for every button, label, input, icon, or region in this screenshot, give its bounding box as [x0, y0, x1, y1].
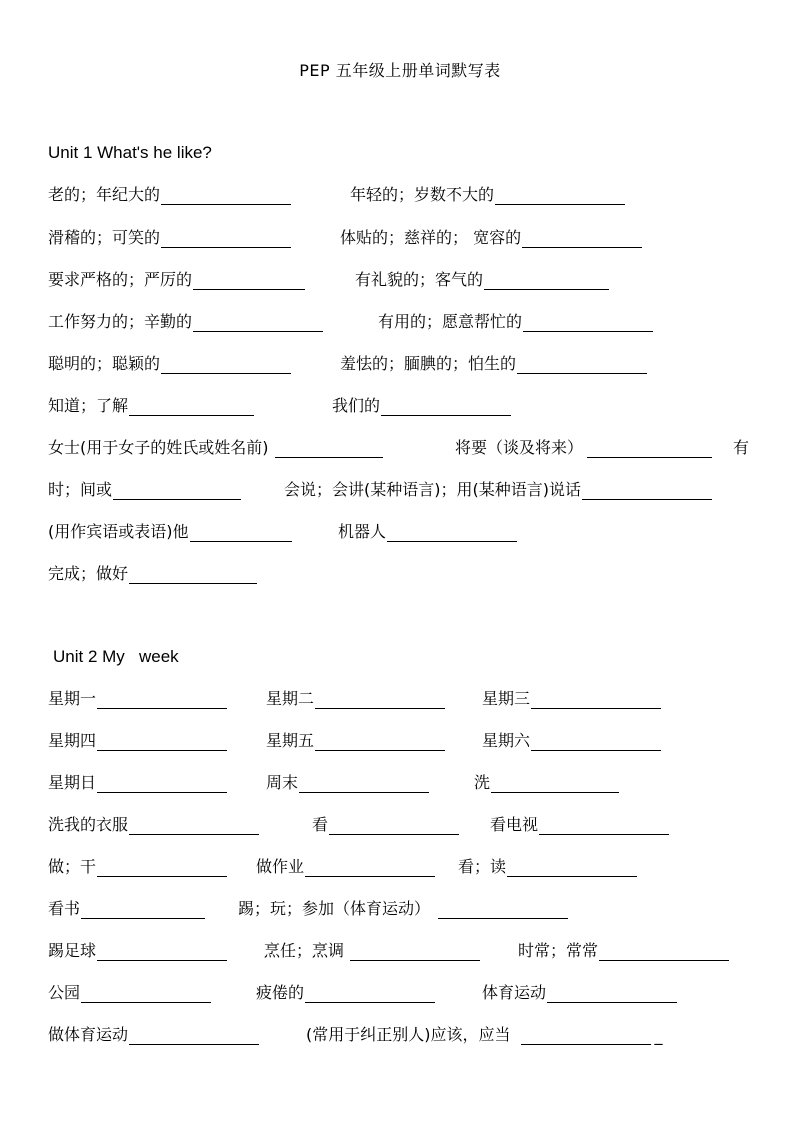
prompt-label: 看电视 [490, 815, 539, 834]
worksheet-row [0, 351, 800, 381]
vocab-item-read-books [48, 896, 205, 919]
worksheet-row [0, 728, 800, 758]
vocab-item-wash-clothes [48, 812, 259, 835]
worksheet-row [0, 435, 800, 465]
vocab-item-saturday [482, 728, 661, 751]
vocab-item-should [306, 1022, 663, 1045]
prompt-label: 聪明的；聪颖的 [48, 354, 161, 373]
vocab-item-speak [284, 477, 712, 500]
vocab-item-polite [355, 267, 609, 290]
worksheet-row [0, 519, 800, 549]
prompt-label: 有用的；愿意帮忙的 [378, 312, 523, 331]
answer-blank[interactable] [387, 523, 517, 542]
vocab-item-friday [266, 728, 445, 751]
vocab-item-our [332, 393, 511, 416]
vocab-item-cook [264, 938, 480, 961]
answer-blank[interactable] [190, 523, 292, 542]
vocab-item-play [238, 896, 568, 919]
vocab-item-finish [48, 561, 257, 584]
prompt-label: 星期四 [48, 731, 97, 750]
prompt-label: 有 [733, 438, 750, 457]
prompt-label: 体贴的；慈祥的； 宽容的 [340, 228, 522, 247]
prompt-label: (常用于纠正别人)应该，应当 [306, 1025, 511, 1044]
prompt-label: 踢；玩；参加（体育运动） [238, 899, 431, 918]
unit1-heading: Unit 1 What's he like? [48, 143, 212, 162]
vocab-item-clever [48, 351, 291, 374]
worksheet-row [0, 393, 800, 423]
prompt-label: 看书 [48, 899, 81, 918]
prompt-label: 星期六 [482, 731, 531, 750]
prompt-label: 时；间或 [48, 480, 113, 499]
answer-blank[interactable] [129, 816, 259, 835]
prompt-label: 星期五 [266, 731, 315, 750]
vocab-item-sometimes [48, 477, 241, 500]
answer-blank[interactable] [587, 439, 712, 458]
worksheet-row [0, 182, 800, 212]
prompt-label: 踢足球 [48, 941, 97, 960]
worksheet-row [0, 686, 800, 716]
prompt-label: 看 [312, 815, 329, 834]
page-title: PEP 五年级上册单词默写表 [299, 61, 501, 80]
answer-blank[interactable] [381, 397, 511, 416]
answer-blank[interactable] [582, 481, 712, 500]
vocab-item-ms [48, 435, 383, 458]
prompt-label: 星期三 [482, 689, 531, 708]
answer-blank[interactable] [491, 774, 619, 793]
prompt-label: 体育运动 [482, 983, 547, 1002]
prompt-label: 星期二 [266, 689, 315, 708]
answer-blank[interactable] [299, 774, 429, 793]
worksheet-row [0, 980, 800, 1010]
prompt-label: 做作业 [256, 857, 305, 876]
vocab-item-robot [338, 519, 517, 542]
answer-blank[interactable] [81, 984, 211, 1003]
vocab-item-him [48, 519, 292, 542]
vocab-item-often [518, 938, 729, 961]
vocab-item-thursday [48, 728, 227, 751]
prompt-label: 做；干 [48, 857, 97, 876]
worksheet-row [0, 561, 800, 591]
vocab-item-tired [256, 980, 435, 1003]
answer-blank[interactable] [484, 271, 609, 290]
vocab-item-strict [48, 267, 305, 290]
answer-blank[interactable] [97, 732, 227, 751]
prompt-label: 老的；年纪大的 [48, 185, 161, 204]
vocab-item-watch-tv [490, 812, 669, 835]
answer-blank[interactable] [523, 313, 653, 332]
answer-blank[interactable] [438, 900, 568, 919]
answer-blank[interactable] [161, 355, 291, 374]
vocab-item-weekend [266, 770, 429, 793]
answer-blank[interactable] [113, 481, 241, 500]
vocab-item-park [48, 980, 211, 1003]
worksheet-row [0, 267, 800, 297]
vocab-item-old [48, 182, 291, 205]
prompt-label: 看；读 [458, 857, 507, 876]
vocab-item-wash [474, 770, 619, 793]
vocab-item-do-sports [48, 1022, 259, 1045]
answer-blank[interactable] [305, 858, 435, 877]
worksheet-row [0, 1022, 800, 1052]
unit2-heading: Unit 2 My week [53, 647, 179, 666]
answer-blank[interactable] [531, 690, 661, 709]
worksheet-row [0, 770, 800, 800]
answer-blank[interactable] [599, 942, 729, 961]
vocab-item-wednesday [482, 686, 661, 709]
prompt-label: 疲倦的 [256, 983, 305, 1002]
answer-blank[interactable] [97, 942, 227, 961]
prompt-label: 有礼貌的；客气的 [355, 270, 484, 289]
vocab-item-tuesday [266, 686, 445, 709]
vocab-item-do-homework [256, 854, 435, 877]
prompt-label: 星期日 [48, 773, 97, 792]
prompt-label: 时常；常常 [518, 941, 599, 960]
vocab-item-hardworking [48, 309, 323, 332]
prompt-label: 将要（谈及将来） [455, 438, 584, 457]
prompt-label: 知道；了解 [48, 396, 129, 415]
answer-blank[interactable] [539, 816, 669, 835]
worksheet-row [0, 812, 800, 842]
answer-blank[interactable] [193, 313, 323, 332]
prompt-label: 会说；会讲(某种语言)；用(某种语言)说话 [284, 480, 581, 499]
prompt-label: 周末 [266, 773, 299, 792]
prompt-label: 做体育运动 [48, 1025, 129, 1044]
answer-blank[interactable] [97, 858, 227, 877]
answer-blank[interactable] [129, 397, 254, 416]
vocab-item-sometimes-start [733, 435, 749, 458]
trailing-mark: _ [654, 1026, 663, 1045]
vocab-item-watch [312, 812, 459, 835]
answer-blank[interactable] [315, 732, 445, 751]
prompt-label: 我们的 [332, 396, 381, 415]
vocab-item-helpful [378, 309, 653, 332]
worksheet-row [0, 309, 800, 339]
answer-blank[interactable] [161, 186, 291, 205]
answer-blank[interactable] [315, 690, 445, 709]
vocab-item-will [455, 435, 712, 458]
answer-blank[interactable] [521, 1026, 651, 1045]
answer-blank[interactable] [275, 439, 383, 458]
vocab-item-funny [48, 225, 291, 248]
vocab-item-sunday [48, 770, 227, 793]
answer-blank[interactable] [97, 774, 227, 793]
vocab-item-know [48, 393, 254, 416]
answer-blank[interactable] [547, 984, 677, 1003]
prompt-label: 工作努力的；辛勤的 [48, 312, 193, 331]
prompt-label: 洗我的衣服 [48, 815, 129, 834]
worksheet-row [0, 896, 800, 926]
prompt-label: 洗 [474, 773, 491, 792]
vocab-item-play-football [48, 938, 227, 961]
answer-blank[interactable] [517, 355, 647, 374]
answer-blank[interactable] [129, 1026, 259, 1045]
vocab-item-read [458, 854, 637, 877]
answer-blank[interactable] [81, 900, 205, 919]
vocab-item-do [48, 854, 227, 877]
answer-blank[interactable] [350, 942, 480, 961]
vocab-item-kind [340, 225, 642, 248]
answer-blank[interactable] [507, 858, 637, 877]
prompt-label: 公园 [48, 983, 81, 1002]
worksheet-row [0, 938, 800, 968]
vocab-item-monday [48, 686, 227, 709]
prompt-label: 年轻的；岁数不大的 [350, 185, 495, 204]
worksheet-row [0, 477, 800, 507]
answer-blank[interactable] [522, 229, 642, 248]
answer-blank[interactable] [97, 690, 227, 709]
prompt-label: 女士(用于女子的姓氏或姓名前) [48, 438, 269, 457]
prompt-label: 烹任；烹调 [264, 941, 345, 960]
vocab-item-young [350, 182, 625, 205]
prompt-label: 完成；做好 [48, 564, 129, 583]
prompt-label: 星期一 [48, 689, 97, 708]
prompt-label: (用作宾语或表语)他 [48, 522, 189, 541]
prompt-label: 滑稽的；可笑的 [48, 228, 161, 247]
vocab-item-sport [482, 980, 677, 1003]
worksheet-row [0, 225, 800, 255]
answer-blank[interactable] [329, 816, 459, 835]
worksheet-row [0, 854, 800, 884]
answer-blank[interactable] [161, 229, 291, 248]
answer-blank[interactable] [193, 271, 305, 290]
vocab-item-shy [340, 351, 647, 374]
answer-blank[interactable] [305, 984, 435, 1003]
answer-blank[interactable] [129, 565, 257, 584]
prompt-label: 羞怯的；腼腆的；怕生的 [340, 354, 517, 373]
prompt-label: 机器人 [338, 522, 387, 541]
answer-blank[interactable] [531, 732, 661, 751]
answer-blank[interactable] [495, 186, 625, 205]
prompt-label: 要求严格的；严厉的 [48, 270, 193, 289]
